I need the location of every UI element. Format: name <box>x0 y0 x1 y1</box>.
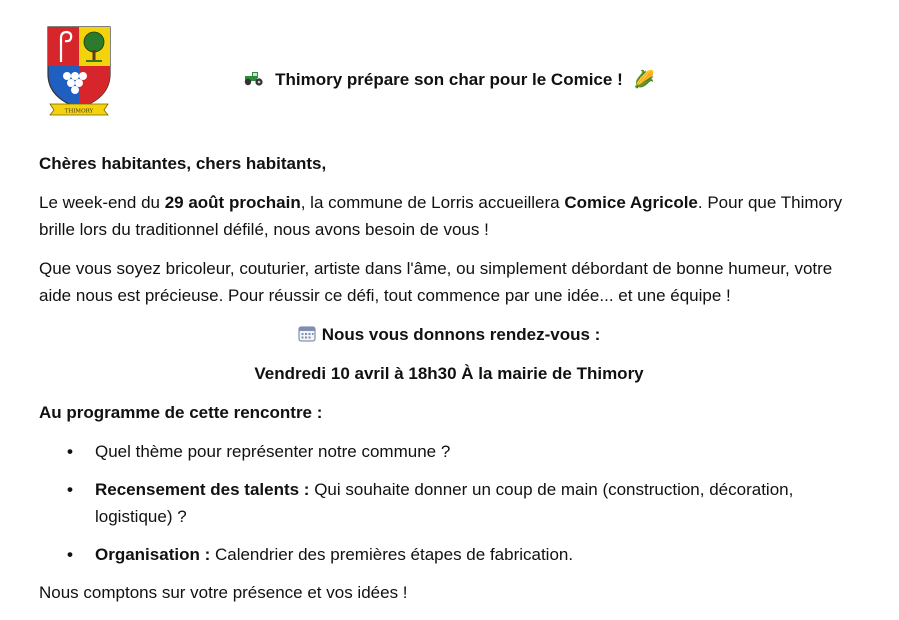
letter-body <box>39 150 859 618</box>
date-line: Vendredi 10 avril à 18h30 À la mairie de Thimory <box>254 364 644 383</box>
crest-scroll-text: THIMORY <box>64 108 94 115</box>
page-title <box>0 70 899 90</box>
paragraph-2: Que vous soyez bricoleur, couturier, artiste dans l'âme, ou simplement débordant de bonne humeur, votre aide nous est précieuse. Pour réussir ce défi, tout commence par une idée... et une équipe ! <box>39 259 833 305</box>
tractor-icon <box>244 72 264 86</box>
program-heading: Au programme de cette rencontre : <box>39 403 323 422</box>
list-item: • Organisation : Calendrier des premières étapes de fabrication. <box>95 541 859 568</box>
closing-line: Nous comptons sur votre présence et vos idées ! <box>39 583 408 602</box>
list-item: • Recensement des talents : Qui souhaite donner un coup de main (construction, décoration, logistique) ? <box>95 476 859 530</box>
title-text: Thimory prépare son char pour le Comice ! <box>275 70 623 89</box>
greeting: Chères habitantes, chers habitants, <box>39 154 327 173</box>
rdv-heading: Nous vous donnons rendez-vous : <box>39 321 859 348</box>
list-item: • Quel thème pour représenter notre commune ? <box>95 438 859 465</box>
program-list <box>39 438 859 568</box>
paragraph-1: Le week-end du 29 août prochain, la commune de Lorris accueillera Comice Agricole. Pour que Thimory brille lors du traditionnel défilé, nous avons besoin de vous ! <box>39 193 843 239</box>
calendar-icon <box>298 325 316 342</box>
corn-icon: 🌽 <box>633 70 655 90</box>
